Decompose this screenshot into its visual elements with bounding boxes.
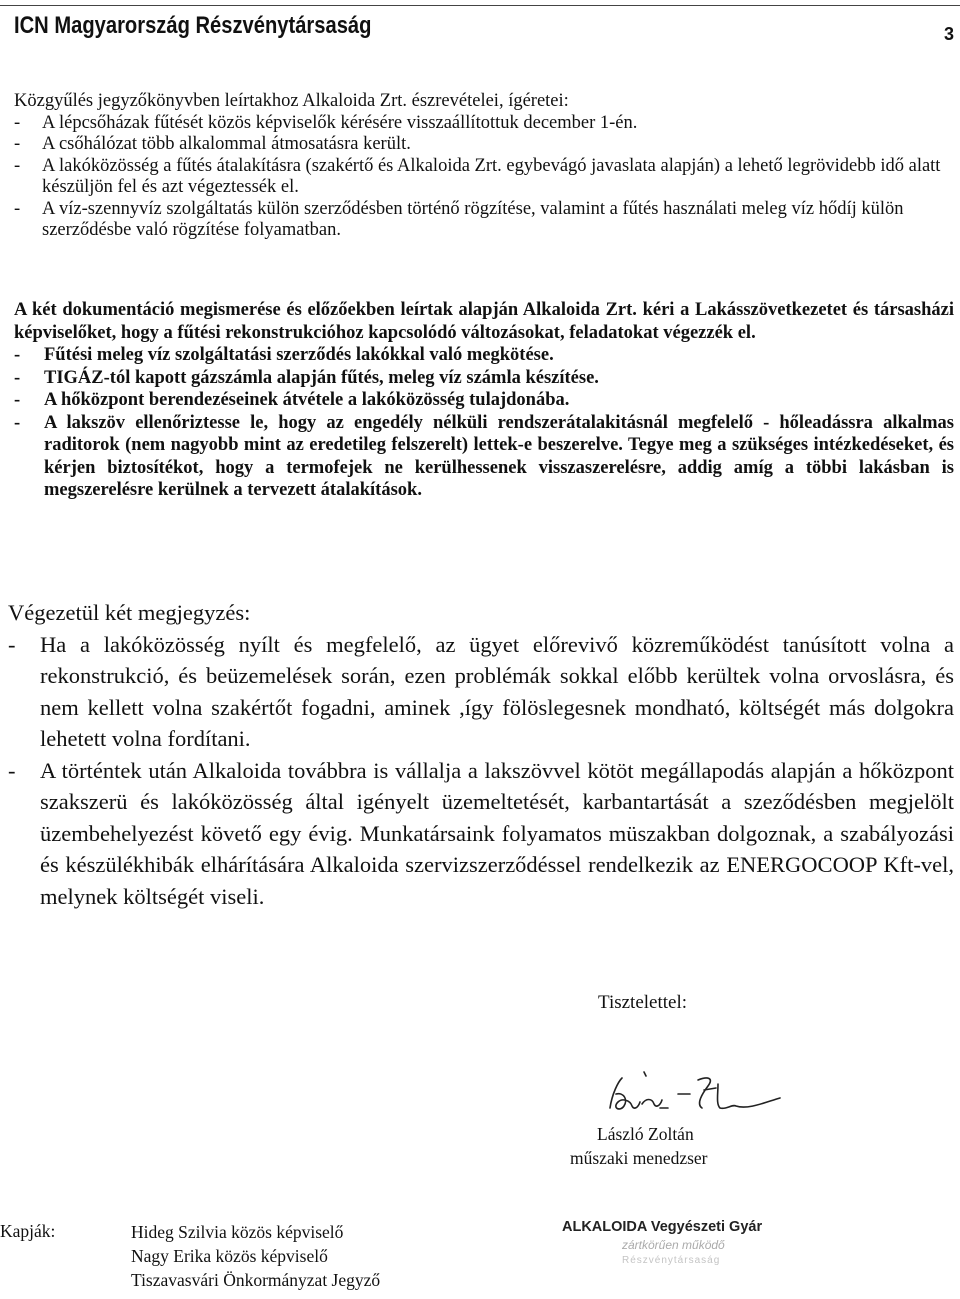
list-item	[14, 344, 954, 367]
list-item	[14, 113, 954, 135]
page-number: 3	[944, 24, 955, 44]
list-item	[14, 134, 954, 156]
bullet-dash: -	[14, 412, 21, 433]
intro-item-text: A lakóközösség a fűtés átalakításra (szakértő és Alkaloida Zrt. egybevágó javaslata alapján) a lehető legrövidebb idő alatt készüljön fel és azt végeztessék el.	[42, 155, 941, 197]
list-item	[8, 629, 954, 755]
recipient: Tiszavasvári Önkormányzat Jegyző	[131, 1270, 381, 1290]
list-item	[14, 199, 954, 242]
signer-title: műszaki menedzser	[570, 1148, 708, 1168]
recipient: Nagy Erika közös képviselő	[131, 1246, 328, 1266]
stamp-line: Részvénytársaság	[622, 1255, 721, 1266]
bullet-dash: -	[8, 631, 16, 657]
closing-greeting: Tisztelettel:	[598, 992, 688, 1013]
bullet-dash: -	[14, 345, 21, 365]
company-stamp	[562, 1219, 822, 1279]
intro-item-text: A víz-szennyvíz szolgáltatás külön szerződésben történő rögzítése, valamint a fűtés használati meleg víz hődíj külön szerződésbe való rögzítése folyamatban.	[42, 198, 904, 240]
bullet-dash: -	[14, 134, 21, 154]
intro-item-text: A csőhálózat több alkalommal átmosatásra került.	[42, 134, 411, 154]
bullet-dash: -	[14, 112, 21, 133]
intro-heading: Közgyűlés jegyzőkönyvben leírtakhoz Alkaloida Zrt. észrevételei, ígéretei:	[14, 91, 569, 111]
bullet-dash: -	[14, 155, 21, 176]
request-item-text: A lakszöv ellenőriztesse le, hogy az engedély nélküli rendszerátalakitásnál megfelelő - hőleadássra alkalmas raditorok (nem nagyobb mint az eredetileg felszerelt) lettek-e beszerelve. Tegye meg a szükséges intézkedéseket, és kérjen biztosítékot, hogy a termofejek ne kerülhessenek visszaszerelésre, addig amíg a többi lakásban is megszerelésre kerülnek a tervezett átalakítások.	[44, 412, 954, 500]
recipients-list	[131, 1220, 380, 1292]
request-item-text: A hőközpont berendezéseinek átvétele a lakóközösség tulajdonába.	[44, 390, 570, 410]
recipients-label: Kapják:	[0, 1221, 56, 1241]
company-name: ICN Magyarország Részvénytársaság	[14, 12, 372, 39]
stamp-title: ALKALOIDA Vegyészeti Gyár	[562, 1219, 763, 1235]
note-item-text: Ha a lakóközösség nyílt és megfelelő, az ügyet előrevivő közreműködést tanúsított volna a rekonstrukció, és beüzemelések során, ezen problémák sokkal előbb kerültek volna orvoslásra, és nem kellett volna szakértőt fogadni, aminek ,így fölöslegesnek mondható, költségét más dolgokra lehetett volna fordítani.	[40, 631, 954, 751]
requests-lead: A két dokumentáció megismerése és előzőekben leírtak alapján Alkaloida Zrt. kéri a Lakásszövetkezetet és társasházi képviselőket, hogy a fűtési rekonstrukcióhoz kapcsolódó változásokat, feladatokat végezzék el.	[14, 300, 954, 343]
bullet-dash: -	[8, 757, 16, 783]
bullet-dash: -	[14, 367, 21, 388]
stamp-line: zártkörűen működő	[622, 1238, 725, 1252]
list-item	[14, 412, 954, 502]
intro-section	[14, 91, 954, 242]
signer-name: László Zoltán	[597, 1124, 694, 1144]
signature-icon	[598, 1064, 788, 1122]
bullet-dash: -	[14, 198, 21, 219]
recipient: Hideg Szilvia közös képviselő	[131, 1222, 344, 1242]
notes-heading: Végezetül két megjegyzés:	[8, 600, 251, 625]
header-rule	[0, 5, 960, 6]
list-item	[14, 156, 954, 199]
requests-section	[14, 299, 954, 502]
list-item	[8, 755, 954, 913]
intro-item-text: A lépcsőházak fűtését közös képviselők kérésére visszaállítottuk december 1-én.	[42, 112, 638, 133]
request-item-text: Fűtési meleg víz szolgáltatási szerződés lakókkal való megkötése.	[44, 345, 554, 365]
note-item-text: A történtek után Alkaloida továbbra is vállalja a lakszövvel kötöt megállapodás alapján a hőközpont szakszerü és lakóközösség által igényelt üzemeltetését, karbantartását a szeződésben megjelölt üzembehelyezést követő egy évig. Munkatársaink folyamatos müszakban dolgoznak, a szabályozási és készülékhibák elhárítására Alkaloida szervizszerződéssel rendelkezik az ENERGOCOOP Kft-vel, melynek költségét viseli.	[40, 757, 954, 909]
list-item	[14, 367, 954, 390]
bullet-dash: -	[14, 390, 21, 410]
notes-section	[8, 597, 954, 912]
request-item-text: TIGÁZ-tól kapott gázszámla alapján fűtés, meleg víz számla készítése.	[44, 367, 599, 388]
list-item	[14, 389, 954, 412]
